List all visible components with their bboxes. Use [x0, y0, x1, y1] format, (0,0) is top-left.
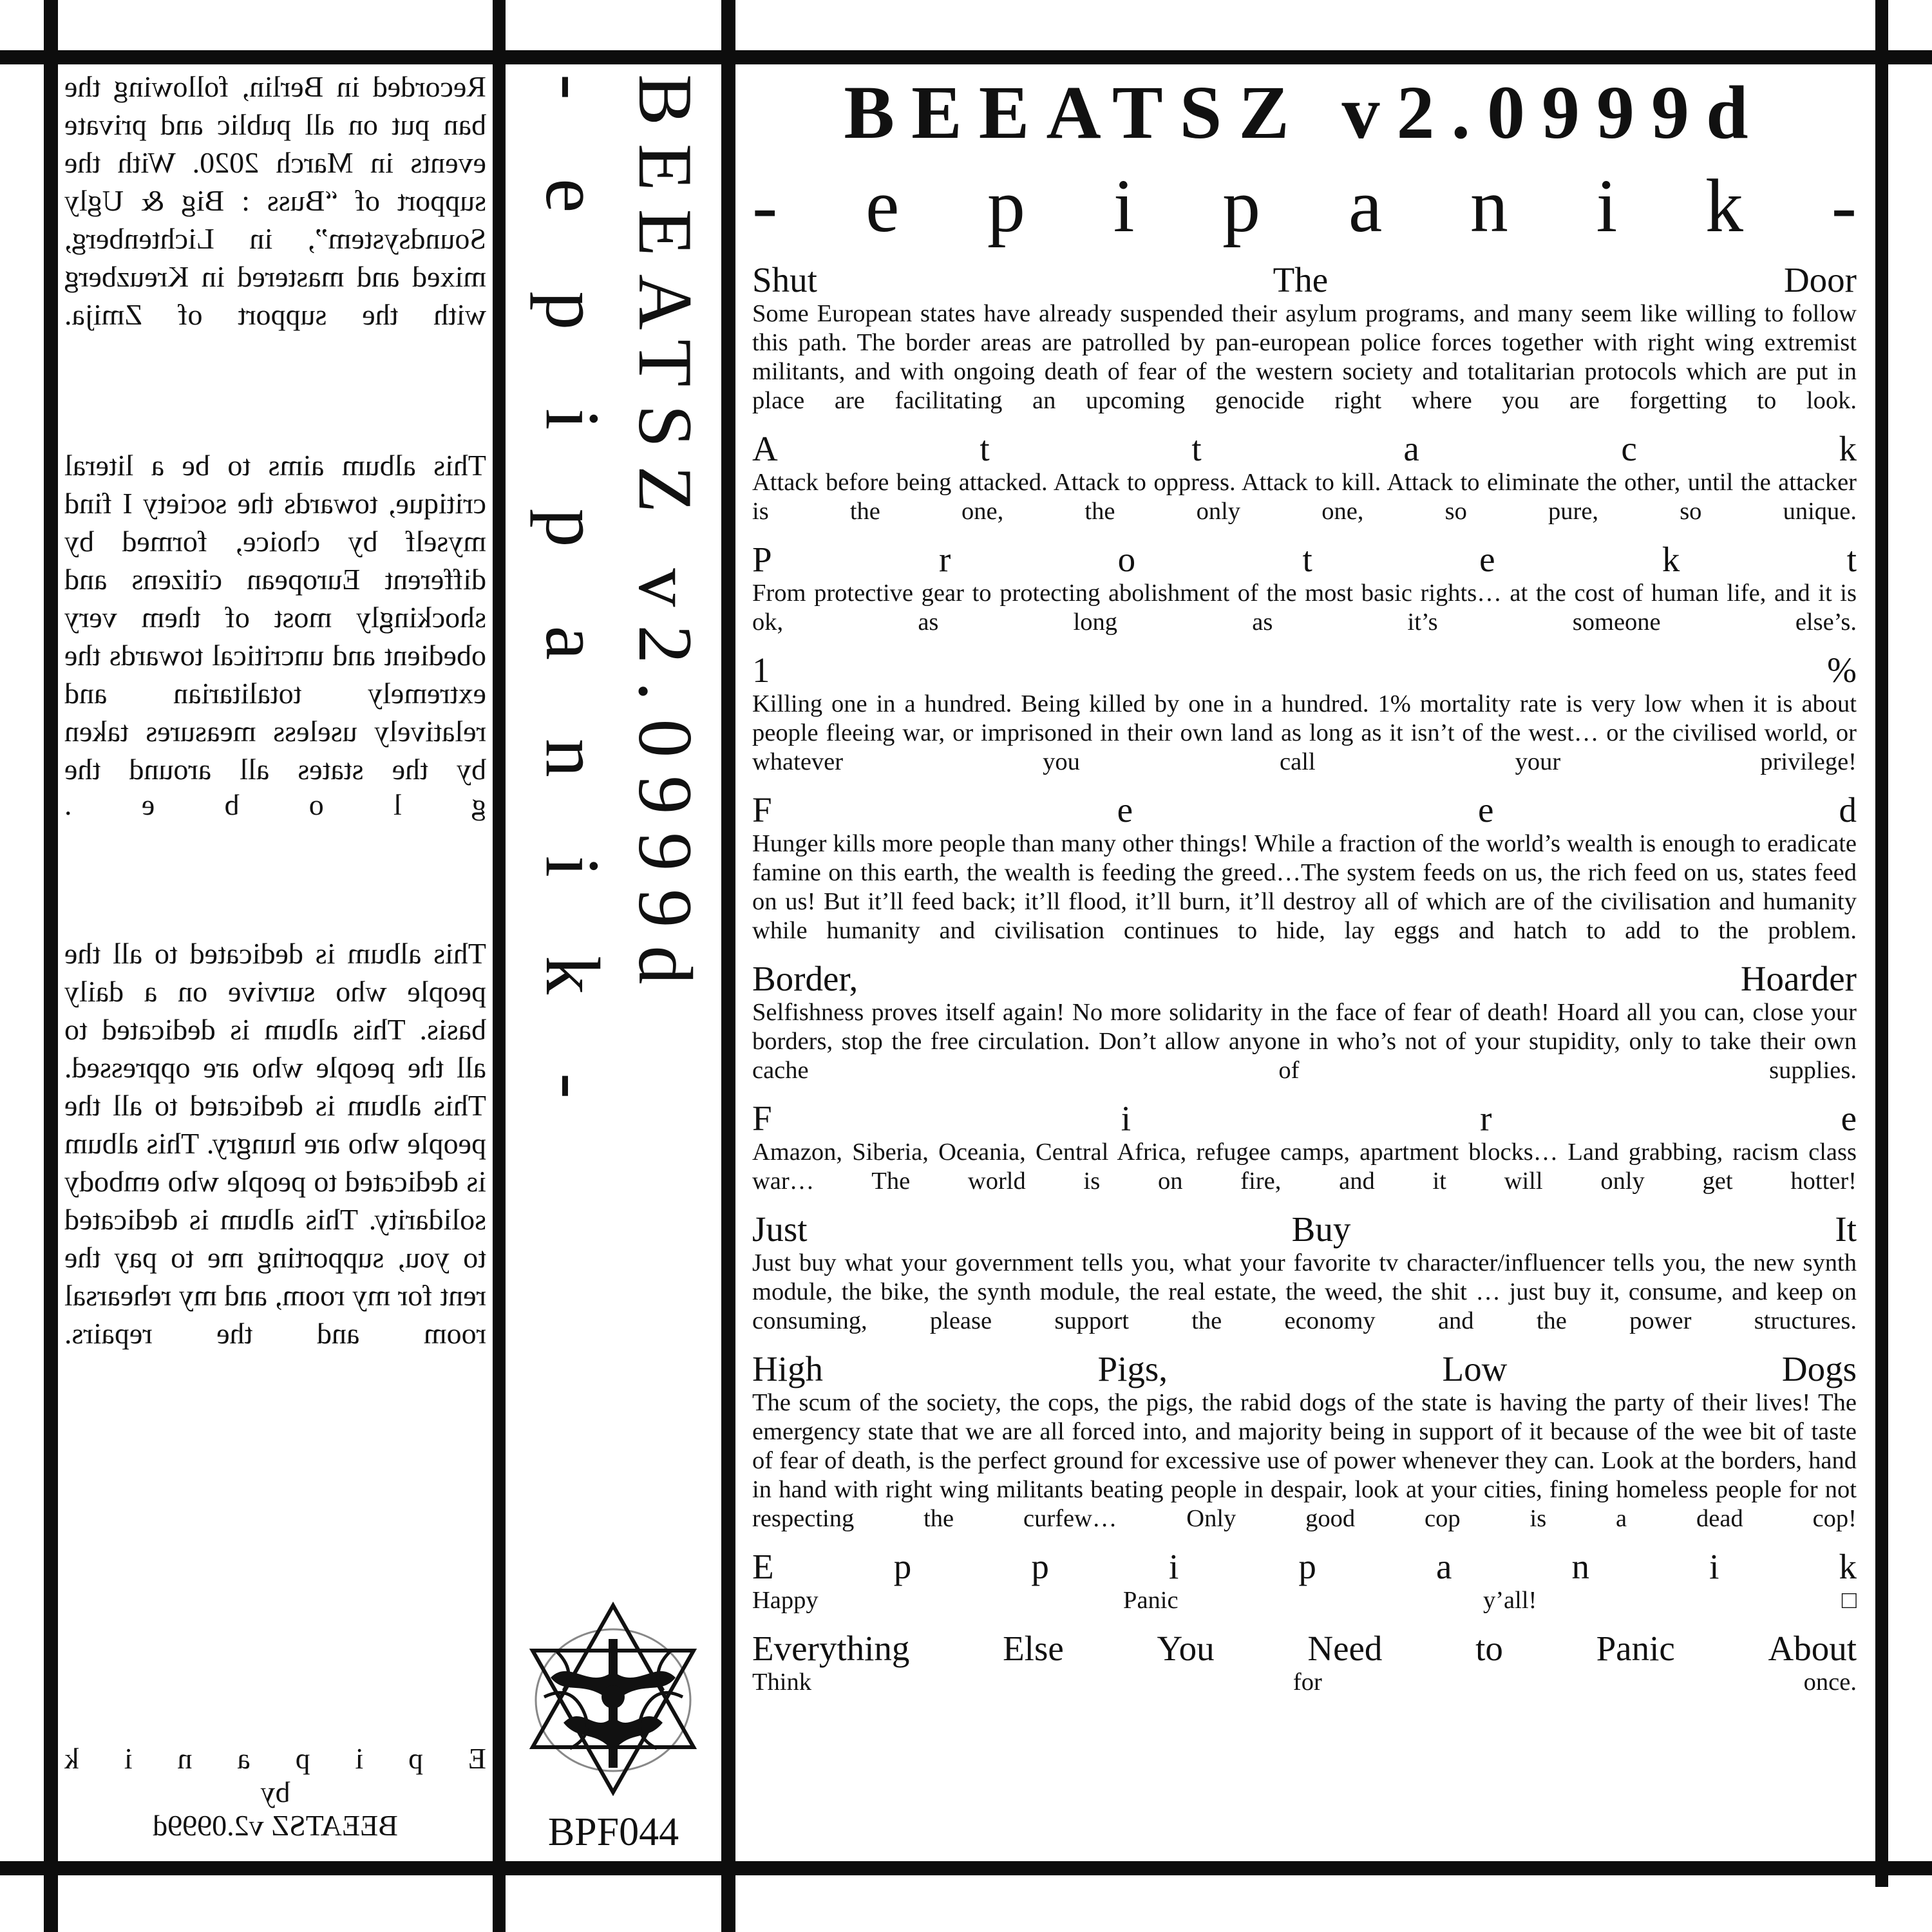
- track-title-part: Just: [752, 1209, 808, 1249]
- track-entry: [752, 960, 1857, 1085]
- track-title: [752, 1350, 1857, 1388]
- track-title-part: Panic: [1596, 1629, 1675, 1668]
- track-title-part: %: [1827, 650, 1857, 690]
- track-title-part: Buy: [1291, 1209, 1351, 1249]
- track-description: Killing one in a hundred. Being killed by one in a hundred. 1% mortality rate is very low when it is about people fleeing war, or imprisoned in their own land as long as it isn’t of the west… or the civilised world, or whatever you call your privilege!: [752, 690, 1857, 775]
- track-entry: [752, 540, 1857, 637]
- track-entry: [752, 651, 1857, 777]
- subtitle-letter: e: [865, 164, 900, 248]
- footer-name: [64, 1742, 486, 1776]
- globe-letter: e: [141, 788, 155, 821]
- spine-title: BEEATSZ v2.0999d: [623, 74, 708, 1003]
- spine-left-line: [493, 0, 506, 1932]
- track-title-part: e: [1479, 540, 1495, 579]
- liner-notes-panel: [64, 68, 486, 1858]
- globe-letter: .: [64, 788, 72, 821]
- frame-right-line: [1875, 0, 1888, 1887]
- subtitle-letter: i: [1113, 164, 1135, 248]
- track-entry: [752, 430, 1857, 526]
- track-title-part: Dogs: [1781, 1349, 1857, 1388]
- track-entry: [752, 261, 1857, 415]
- track-title-part: a: [1435, 1547, 1452, 1586]
- track-title: [752, 1548, 1857, 1586]
- track-description: Happy Panic y’all! □: [752, 1587, 1857, 1614]
- track-title-part: t: [1191, 429, 1202, 468]
- subtitle-letter: n: [1470, 164, 1508, 248]
- track-title-part: a: [1403, 429, 1419, 468]
- track-title: [752, 261, 1857, 299]
- track-title-part: e: [1478, 790, 1494, 829]
- track-title: [752, 651, 1857, 690]
- track-title-part: i: [1709, 1547, 1719, 1586]
- track-title-part: About: [1768, 1629, 1857, 1668]
- track-description: Amazon, Siberia, Oceania, Central Africa, refugee camps, apartment blocks… Land grabbing, racism class war… The world is on fire, and it will only get hotter!: [752, 1139, 1857, 1195]
- spine-panel: [509, 68, 718, 1858]
- footer-name-letter: i: [355, 1742, 364, 1775]
- track-title-part: t: [1302, 540, 1312, 579]
- track-title: [752, 540, 1857, 579]
- track-description: Hunger kills more people than many other things! While a fraction of the world’s wealth is enough to eradicate famine on this earth, the wealth is feeding the greed…The system feeds on us, the rich feed on us, states feed on us! But it’ll feed back; it’ll flood, it’ll burn, it’ll destroy all of which are of the civilisation and humanity while humanity and civilisation continues to hide, lay eggs and hatch to add to the problem.: [752, 830, 1857, 944]
- track-entry: [752, 1099, 1857, 1196]
- frame-bottom-line: [0, 1861, 1932, 1875]
- track-title-part: The: [1273, 260, 1329, 299]
- track-description: Attack before being attacked. Attack to oppress. Attack to kill. Attack to eliminate the other, until the attacker is the one, the only one, so pure, so unique.: [752, 469, 1857, 525]
- frame-top-line: [0, 50, 1932, 64]
- track-entry: [752, 1350, 1857, 1533]
- globe-letter: g: [471, 788, 486, 821]
- footer-name-letter: E: [468, 1742, 486, 1775]
- track-entry: [752, 1210, 1857, 1336]
- track-title-part: r: [1480, 1099, 1492, 1138]
- globe-letter: l: [393, 788, 402, 821]
- footer-by: by: [260, 1776, 290, 1808]
- track-title-part: Else: [1003, 1629, 1064, 1668]
- track-entry: [752, 1629, 1857, 1697]
- subtitle-letter: a: [1348, 164, 1383, 248]
- track-entry: [752, 1548, 1857, 1615]
- track-title-part: It: [1835, 1209, 1857, 1249]
- liner-paragraph-critique: This album aims to be a literal critique, towards the society I find myself by choice, formed by different European citizens and shockingly most of them very obedient and uncritical towards the extremely totalitarian and relatively useless measures taken by the states all around the: [64, 449, 486, 786]
- track-title-part: to: [1475, 1629, 1503, 1668]
- track-description: Selfishness proves itself again! No more solidarity in the face of fear of death! Hoard all you can, close your borders, stop the free circulation. Don’t allow anyone in who’s not of your stupidity, only to take their own cache of supplies.: [752, 999, 1857, 1084]
- track-title-part: k: [1839, 1547, 1857, 1586]
- liner-paragraph-recorded: Recorded in Berlin, following the ban put on all public and private events in March 2020. With the support of “Buss : Big & Ugly Soundsystem”, in Lichtenberg, mixed and mastered in Kreuzberg with the support of Zmija.: [64, 70, 486, 331]
- track-title-part: p: [1031, 1547, 1049, 1586]
- footer-name-letter: p: [295, 1742, 310, 1775]
- track-title: [752, 1099, 1857, 1138]
- track-title-part: Door: [1783, 260, 1857, 299]
- footer-name-letter: i: [124, 1742, 133, 1775]
- track-title-part: e: [1841, 1099, 1857, 1138]
- track-list: [752, 261, 1857, 1697]
- subtitle-letter: i: [1596, 164, 1618, 248]
- subtitle-letter: -: [1831, 164, 1857, 248]
- track-title-part: p: [1298, 1547, 1316, 1586]
- track-title-part: Border,: [752, 959, 858, 998]
- track-title-part: c: [1621, 429, 1637, 468]
- track-title-part: Need: [1307, 1629, 1383, 1668]
- footer-name-letter: n: [177, 1742, 193, 1775]
- track-entry: [752, 791, 1857, 945]
- track-description: Some European states have already suspended their asylum programs, and many seem like willing to follow this path. The border areas are patrolled by pan-european police forces together with right wing extremist militants, and with ongoing death of fear of the western society and totalitarian protocols which are put in place are facilitating an upcoming genocide right where you are forgetting to look.: [752, 300, 1857, 414]
- album-title: BEEATSZ v2.0999d: [844, 70, 1765, 155]
- subtitle-letter: p: [987, 164, 1026, 248]
- track-title: [752, 1629, 1857, 1668]
- track-title-part: k: [1839, 429, 1857, 468]
- track-title-part: t: [1846, 540, 1857, 579]
- frame-left-line: [44, 0, 58, 1932]
- footer-name-letter: k: [64, 1742, 79, 1775]
- track-title-part: e: [1117, 790, 1133, 829]
- liner-paragraph-dedication: This album is dedicated to all the people who survive on a daily basis. This album is dedicated to all the people who are oppressed. This album is dedicated to all the people who are hungry. This album is dedicated to people who embody solidarity. This album is dedicated to you, supporting me to pay the rent for my room, and my rehearsal room and the repairs.: [64, 937, 486, 1350]
- track-title-part: p: [893, 1547, 912, 1586]
- track-title-part: n: [1571, 1547, 1589, 1586]
- catalog-number: BPF044: [547, 1810, 679, 1854]
- footer-name-letter: p: [408, 1742, 424, 1775]
- subtitle-letter: -: [752, 164, 778, 248]
- track-title-part: k: [1662, 540, 1680, 579]
- footer-artist: BEEATSZ v2.0999d: [153, 1809, 398, 1842]
- track-title-part: High: [752, 1349, 823, 1388]
- main-tracklist-panel: [752, 68, 1857, 1858]
- track-title: [752, 1210, 1857, 1249]
- track-title-part: 1: [752, 650, 770, 690]
- track-title-part: E: [752, 1547, 774, 1586]
- track-title-part: A: [752, 429, 778, 468]
- track-title-part: i: [1168, 1547, 1179, 1586]
- globe-letter: b: [224, 788, 240, 821]
- track-title-part: t: [980, 429, 990, 468]
- track-title-part: o: [1117, 540, 1136, 579]
- subtitle-letter: k: [1705, 164, 1744, 248]
- track-title-part: F: [752, 790, 772, 829]
- track-title: [752, 960, 1857, 998]
- spine-right-line: [721, 0, 735, 1932]
- track-title-part: d: [1839, 790, 1857, 829]
- track-title-part: i: [1121, 1099, 1131, 1138]
- track-description: The scum of the society, the cops, the pigs, the rabid dogs of the state is having the party of their lives! The emergency state that we are all forced into, and majority being in support of it because of the wee bit of taste of fear of death, is the perfect ground for excessive use of power whenever they can. Look at the borders, hand in hand with right wing militants beating people in despair, look at your cities, fining homeless people for not respecting the curfew… Only good cop is a dead cop!: [752, 1389, 1857, 1532]
- track-description: From protective gear to protecting abolishment of the most basic rights… at the cost of human life, and it is ok, as long as it’s someone else’s.: [752, 580, 1857, 636]
- spine-subtitle: - e p i p a n i k -: [530, 74, 616, 1129]
- track-title-part: Hoarder: [1740, 959, 1857, 998]
- track-title-part: Everything: [752, 1629, 910, 1668]
- track-title-part: Low: [1442, 1349, 1508, 1388]
- track-title-part: P: [752, 540, 772, 579]
- track-title-part: r: [938, 540, 951, 579]
- album-subtitle: [752, 158, 1857, 254]
- track-title: [752, 791, 1857, 829]
- track-description: Just buy what your government tells you, what your favorite tv character/influencer tells you, the new synth module, the bike, the synth module, the real estate, the weed, the shit … just buy it, consume, and keep on consuming, please support the economy and the power structures.: [752, 1249, 1857, 1334]
- track-description: Think for once.: [752, 1669, 1857, 1696]
- track-title-part: Pigs,: [1097, 1349, 1168, 1388]
- globe-letter: o: [308, 788, 324, 821]
- track-title-part: Shut: [752, 260, 817, 299]
- globe-word: [64, 788, 486, 822]
- footer-name-letter: a: [237, 1742, 251, 1775]
- subtitle-letter: p: [1222, 164, 1261, 248]
- track-title: [752, 430, 1857, 468]
- sigil-logo: [525, 1600, 702, 1797]
- track-title-part: You: [1157, 1629, 1215, 1668]
- track-title-part: F: [752, 1099, 772, 1138]
